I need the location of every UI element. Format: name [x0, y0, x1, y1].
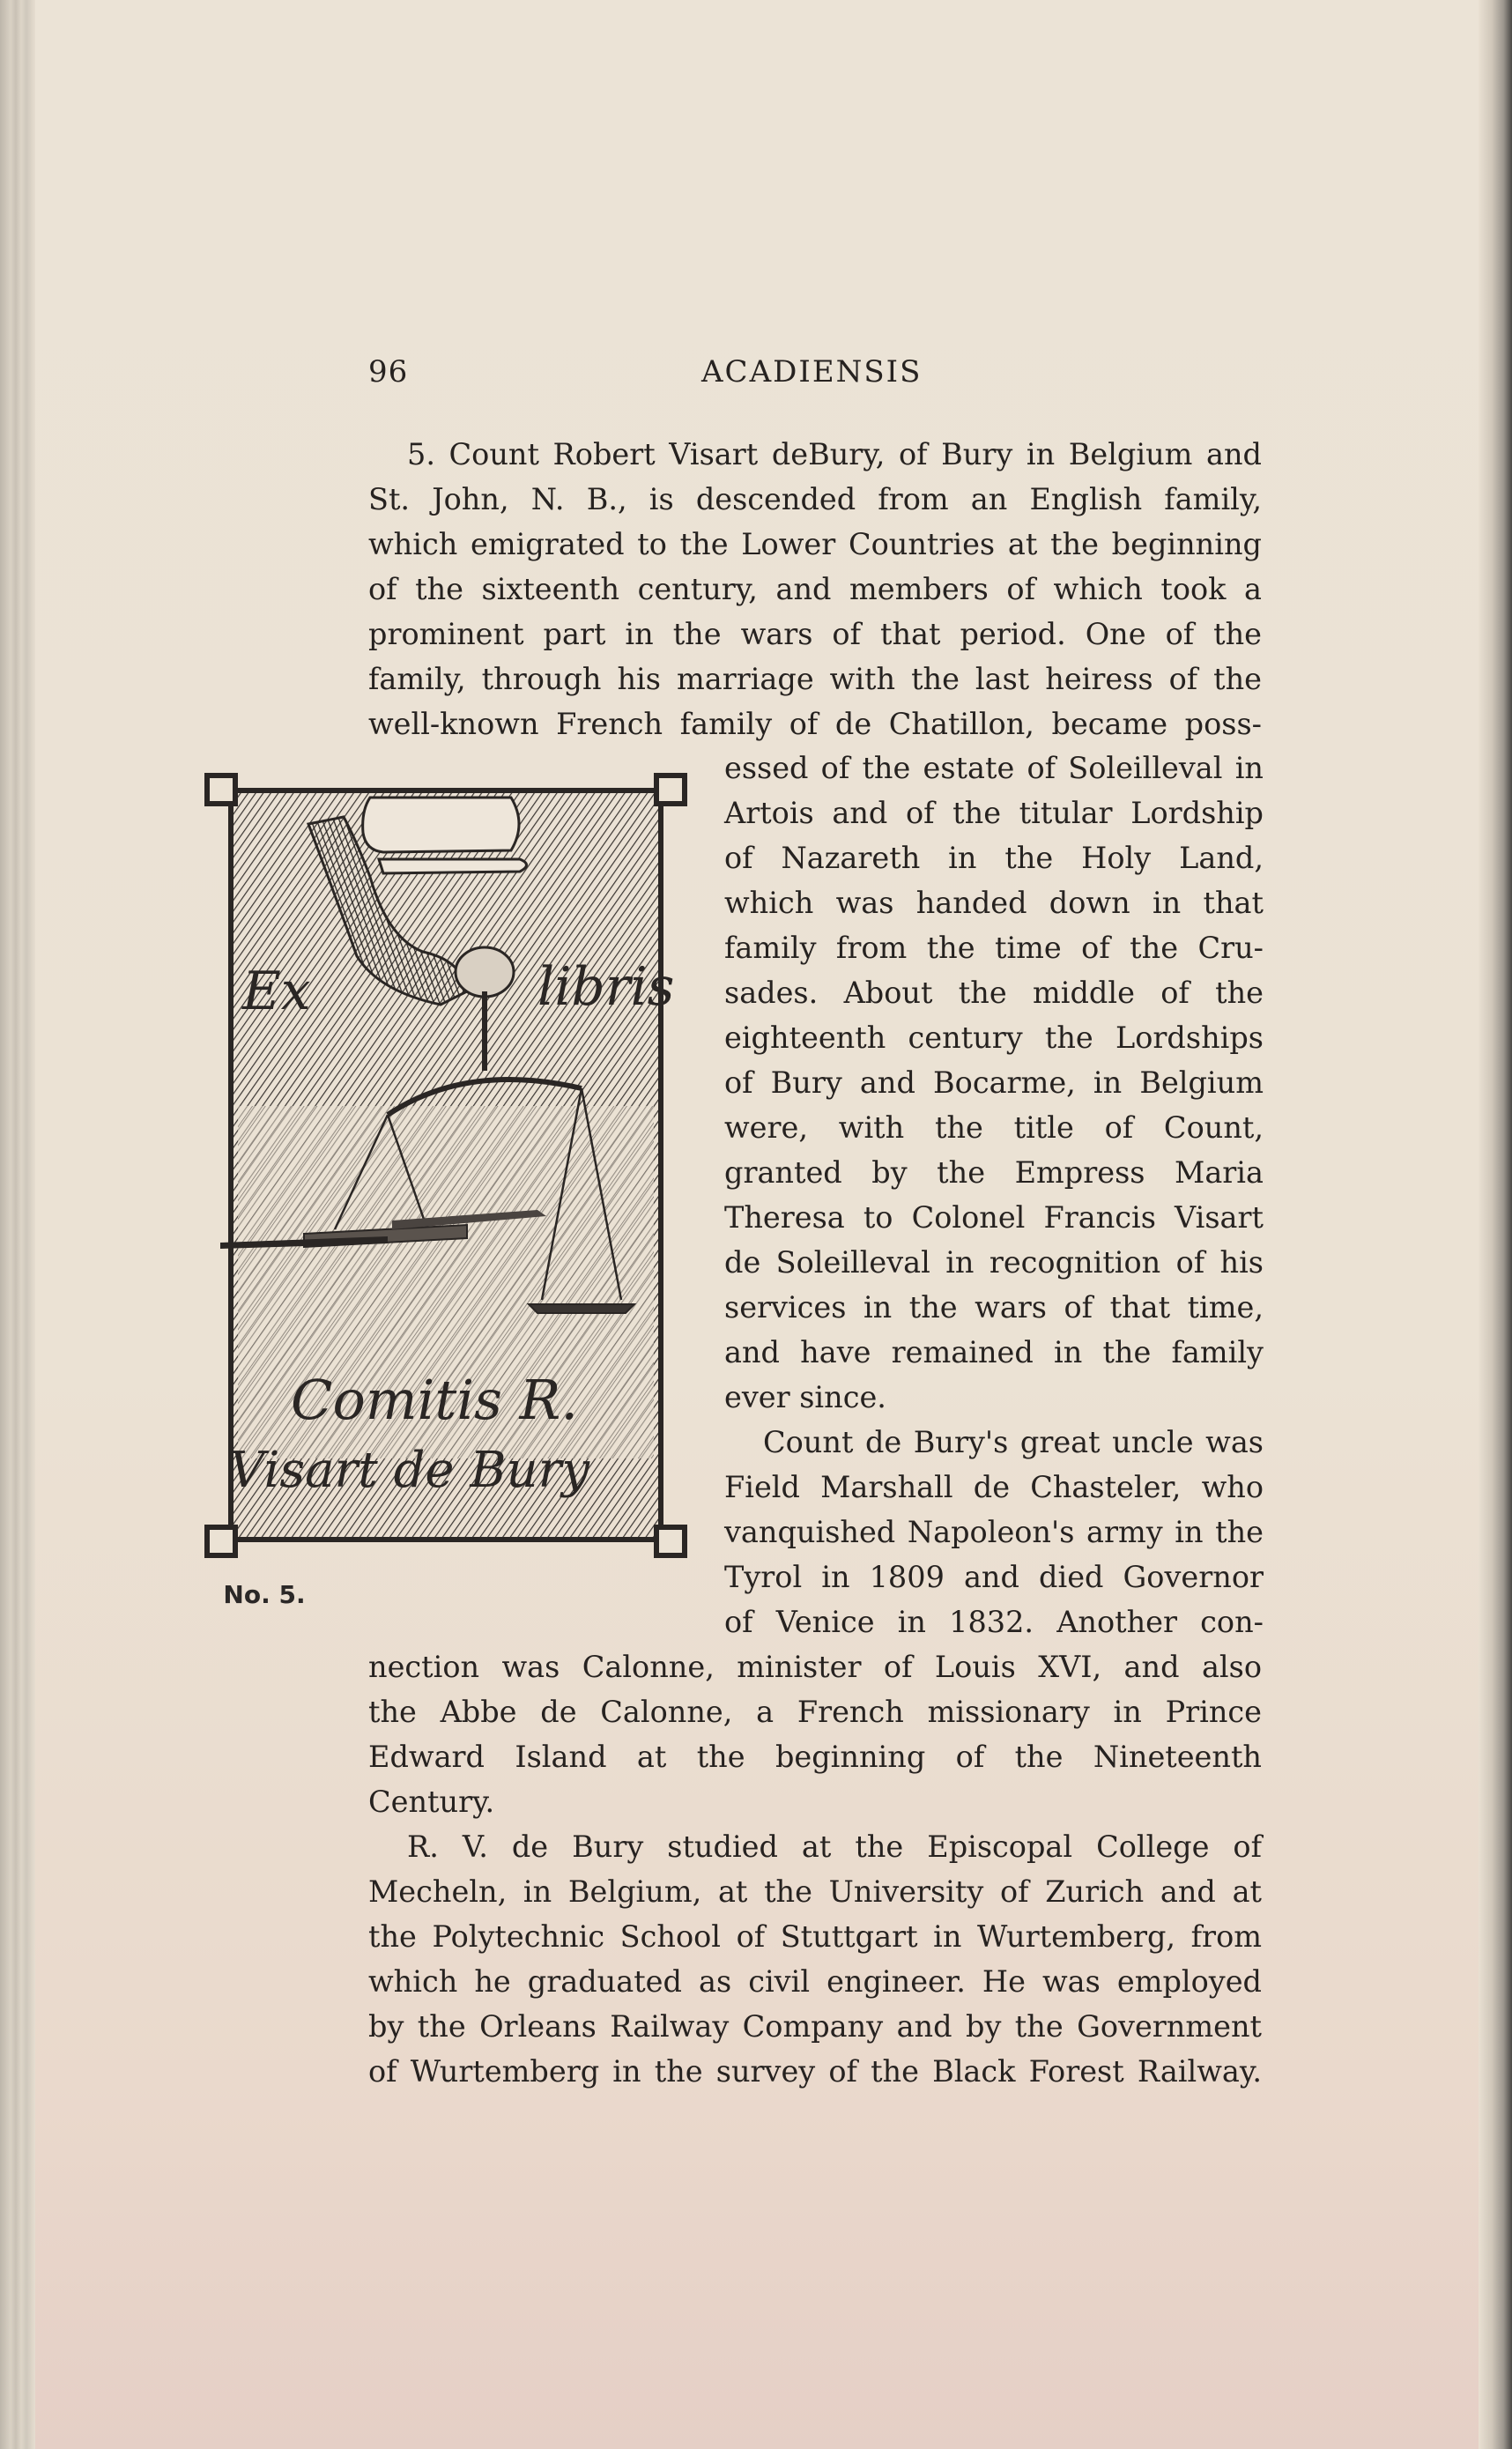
- text-line: of Bury and Bocarme, in Belgium: [724, 1065, 1264, 1100]
- page-number: 96: [368, 354, 409, 390]
- text-line: Century.: [368, 1785, 495, 1819]
- text-line: de Soleilleval in recognition of his: [724, 1245, 1264, 1280]
- visart-de-bury-text: Visart de Bury: [229, 1442, 589, 1499]
- text-line: of Nazareth in the Holy Land,: [724, 841, 1264, 875]
- text-line: and have remained in the family: [724, 1335, 1264, 1369]
- text-line: eighteenth century the Lordships: [724, 1020, 1264, 1055]
- text-line: which was handed down in that: [724, 886, 1264, 920]
- text-line: Tyrol in 1809 and died Governor: [724, 1560, 1264, 1594]
- text-line: family, through his marriage with the last heiress of the: [368, 662, 1262, 696]
- running-head: ACADIENSIS: [701, 354, 923, 390]
- text-line: the Polytechnic School of Stuttgart in Wurtemberg, from: [368, 1919, 1262, 1954]
- text-line: services in the wars of that time,: [724, 1290, 1264, 1325]
- text-line: which emigrated to the Lower Countries at the beginning: [368, 527, 1262, 561]
- text-line: Theresa to Colonel Francis Visart: [724, 1200, 1264, 1235]
- text-line: well-known French family of de Chatillon, became poss-: [368, 707, 1262, 741]
- text-line: Mecheln, in Belgium, at the University of Zurich and at: [368, 1874, 1262, 1909]
- text-line: 5. Count Robert Visart deBury, of Bury in Belgium and: [407, 437, 1262, 471]
- text-line: Count de Bury's great uncle was: [763, 1425, 1264, 1459]
- text-line: family from the time of the Cru-: [724, 931, 1264, 965]
- text-line: nection was Calonne, minister of Louis XVI, and also: [368, 1650, 1262, 1684]
- bookplate-frame: [207, 776, 685, 1555]
- ex-text: Ex: [242, 961, 311, 1022]
- text-line: of the sixteenth century, and members of which took a: [368, 572, 1262, 606]
- bookplate-engraving: [203, 771, 689, 1569]
- text-line: by the Orleans Railway Company and by the Government: [368, 2009, 1262, 2044]
- text-line: of Venice in 1832. Another con-: [724, 1605, 1264, 1639]
- text-line: granted by the Empress Maria: [724, 1155, 1264, 1190]
- figure-caption: No. 5.: [223, 1580, 306, 1609]
- text-line: vanquished Napoleon's army in the: [724, 1515, 1264, 1549]
- page-stack-left-edge: [0, 0, 35, 2449]
- text-line: ever since.: [724, 1380, 886, 1414]
- libris-text: libris: [537, 956, 675, 1018]
- text-line: were, with the title of Count,: [724, 1110, 1264, 1145]
- text-line: the Abbe de Calonne, a French missionary in Prince: [368, 1695, 1262, 1729]
- text-line: Artois and of the titular Lordship: [724, 796, 1264, 830]
- bookplate-illustration: [203, 771, 689, 1569]
- text-line: prominent part in the wars of that period. One of the: [368, 617, 1262, 651]
- text-line: which he graduated as civil engineer. He was employed: [368, 1964, 1262, 1999]
- comitis-text: Comitis R.: [291, 1368, 579, 1432]
- text-line: essed of the estate of Soleilleval in: [724, 751, 1264, 785]
- text-line: Field Marshall de Chasteler, who: [724, 1470, 1264, 1504]
- text-line: R. V. de Bury studied at the Episcopal College of: [407, 1829, 1262, 1864]
- text-line: Edward Island at the beginning of the Nineteenth: [368, 1740, 1262, 1774]
- text-line: of Wurtemberg in the survey of the Black Forest Railway.: [368, 2054, 1262, 2089]
- book-binding-right-edge: [1479, 0, 1512, 2449]
- text-line: sades. About the middle of the: [724, 976, 1264, 1010]
- text-line: St. John, N. B., is descended from an English family,: [368, 482, 1262, 516]
